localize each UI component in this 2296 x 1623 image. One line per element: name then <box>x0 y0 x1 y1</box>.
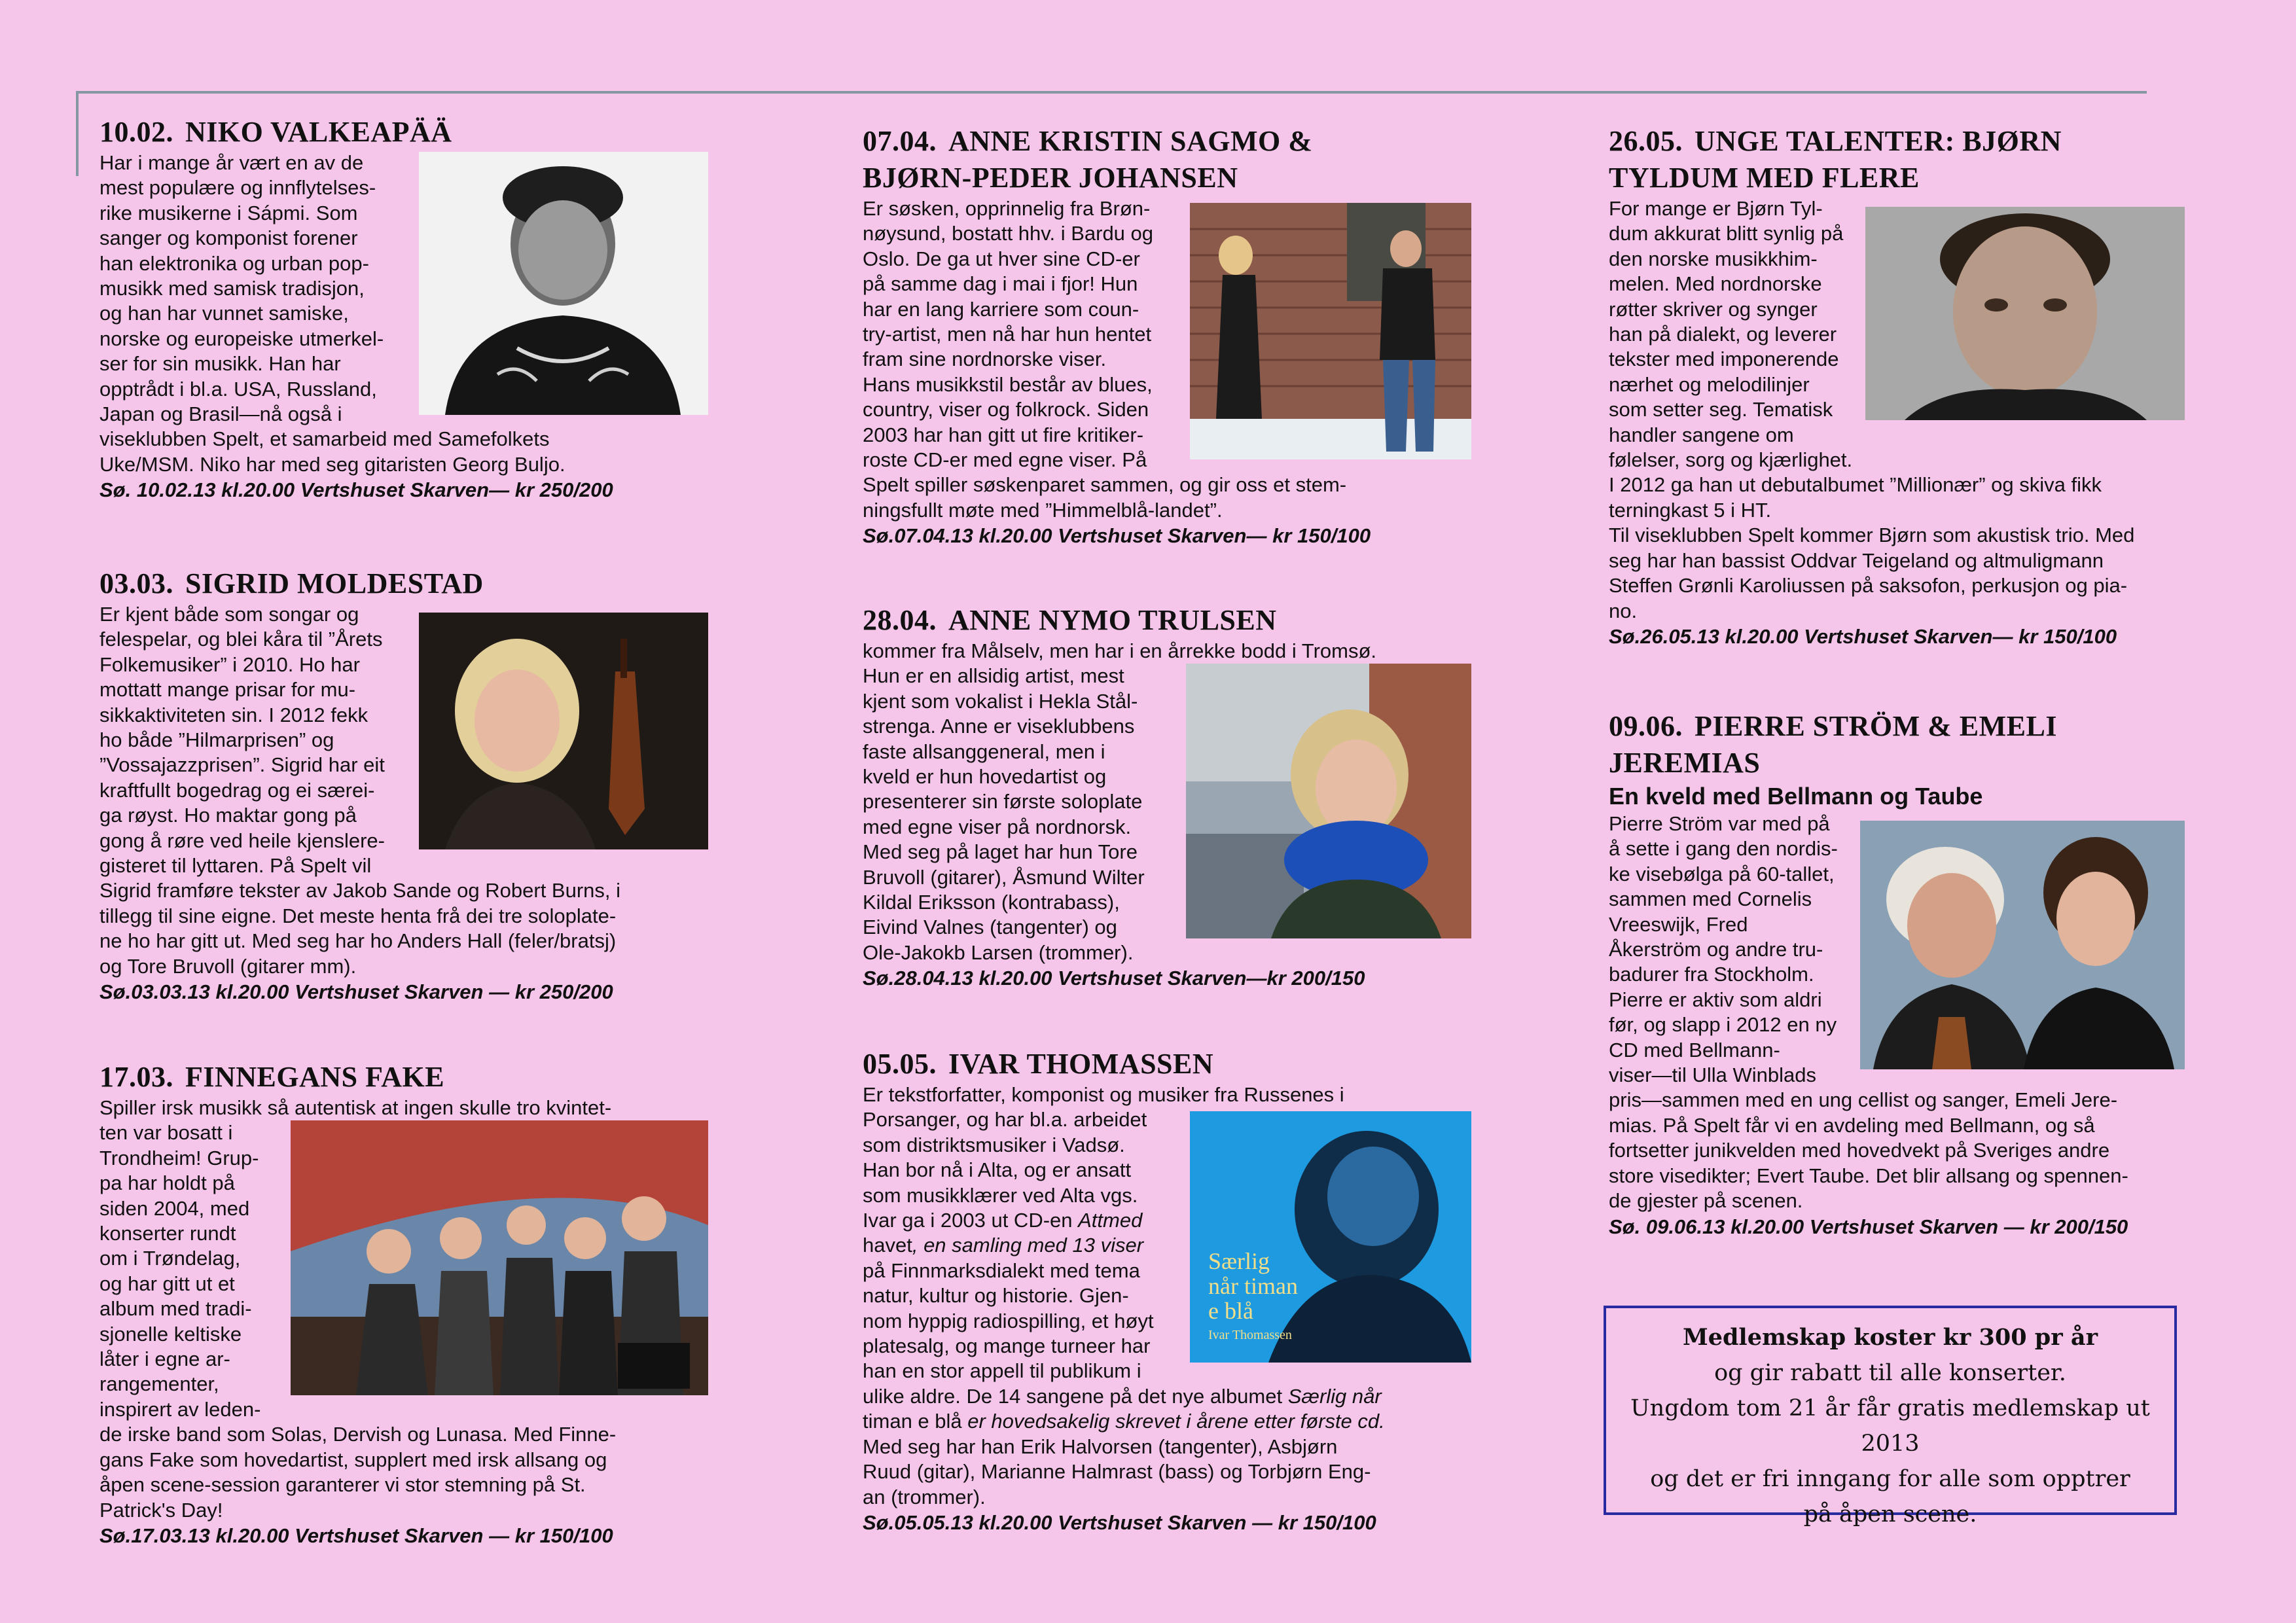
cd-title-line: Særlig <box>1208 1248 1270 1275</box>
event-date: 26.05. <box>1609 125 1683 157</box>
body-line: strenga. Anne er viseklubbens <box>863 715 1135 738</box>
body-line: nom hyppig radiospilling, et høyt <box>863 1309 1154 1332</box>
event-title: FINNEGANS FAKE <box>185 1061 445 1093</box>
event-title: SIGRID MOLDESTAD <box>185 567 484 599</box>
body-line: album med tradi- <box>99 1297 252 1321</box>
photo-sagmo-johansen <box>1190 203 1471 459</box>
event-heading <box>863 123 1471 196</box>
body-line: faste allsanggeneral, men i <box>863 740 1105 763</box>
event-info: Sø. 09.06.13 kl.20.00 Vertshuset Skarven — kr 200/150 <box>1609 1215 2128 1238</box>
body-line: natur, kultur og historie. Gjen- <box>863 1284 1129 1308</box>
membership-line: Medlemskap koster kr 300 pr år <box>1682 1324 2098 1351</box>
body-line: Med seg har han Erik Halvorsen (tangenter), Asbjørn <box>863 1435 1338 1458</box>
body-line: an (trommer). <box>863 1485 986 1508</box>
body-line: nøysund, bostatt hhv. i Bardu og <box>863 222 1154 245</box>
event-heading <box>99 565 708 602</box>
body-line: kveld er hun hovedartist og <box>863 765 1107 789</box>
body-line: norske og europeiske utmerkel- <box>99 327 384 350</box>
event-heading <box>1609 708 2185 781</box>
body-line: CD med Bellmann- <box>1609 1038 1780 1061</box>
event-sagmo-johansen <box>863 123 1471 549</box>
body-line: gong å røre ved heile kjenslere- <box>99 829 385 852</box>
event-sigrid-moldestad <box>99 565 708 1005</box>
body-line: timan e blå er hovedsakelig skrevet i årene etter første cd. <box>863 1410 1385 1433</box>
body-line: Har i mange år vært en av de <box>99 151 364 174</box>
event-date: 03.03. <box>99 567 173 599</box>
event-title-line2: TYLDUM MED FLERE <box>1609 162 1920 194</box>
body-line: Kildal Eriksson (kontrabass), <box>863 891 1120 914</box>
body-line: han på dialekt, og leverer <box>1609 323 1837 346</box>
event-bjorn-tyldum <box>1609 123 2185 650</box>
event-body <box>863 639 1471 664</box>
body-line: gans Fake som hovedartist, supplert med irsk allsang og <box>99 1448 607 1471</box>
body-line: Uke/MSM. Niko har med seg gitaristen Georg Buljo. <box>99 452 565 476</box>
body-line: sjonelle keltiske <box>99 1322 242 1346</box>
body-line: Ruud (gitar), Marianne Halmrast (bass) og Torbjørn Eng- <box>863 1460 1371 1484</box>
body-line: som setter seg. Tematisk <box>1609 398 1833 421</box>
body-line: med egne viser på nordnorsk. <box>863 815 1132 838</box>
event-info: Sø.03.03.13 kl.20.00 Vertshuset Skarven — kr 250/200 <box>99 980 613 1004</box>
body-line: gisteret til lyttaren. På Spelt vil <box>99 854 372 878</box>
body-line: sammen med Cornelis <box>1609 887 1812 911</box>
event-title: UNGE TALENTER: BJØRN <box>1695 125 2062 157</box>
event-anne-nymo-trulsen <box>863 602 1471 991</box>
photo-sigrid <box>419 613 708 849</box>
body-line: country, viser og folkrock. Siden <box>863 398 1149 421</box>
cd-cover-saerlig <box>1190 1111 1471 1363</box>
event-title: IVAR THOMASSEN <box>948 1048 1214 1080</box>
body-line: å sette i gang den nordis- <box>1609 837 1838 861</box>
body-line: felespelar, og blei kåra til ”Årets <box>99 628 383 651</box>
event-info: Sø. 10.02.13 kl.20.00 Vertshuset Skarven— kr 250/200 <box>99 478 613 502</box>
body-line: som musikklærer ved Alta vgs. <box>863 1183 1138 1207</box>
body-line: store visedikter; Evert Taube. Det blir allsang og spennen- <box>1609 1164 2128 1187</box>
event-title-line2: BJØRN-PEDER JOHANSEN <box>863 162 1238 194</box>
body-line: Eivind Valnes (tangenter) og <box>863 916 1117 939</box>
membership-line: på åpen scene. <box>1803 1501 1977 1527</box>
portrait-woman-fiddle-icon <box>419 613 708 849</box>
body-line: seg har han bassist Oddvar Teigeland og altmuligmann <box>1609 548 2104 572</box>
italic-title: , en samling med 13 viser <box>912 1234 1144 1257</box>
body-line: badurer fra Stockholm. <box>1609 963 1814 986</box>
body-line: Oslo. De ga ut hver sine CD-er <box>863 247 1140 270</box>
body-line: kjent som vokalist i Hekla Stål- <box>863 689 1138 713</box>
event-date: 28.04. <box>863 604 937 636</box>
event-heading <box>1609 123 2185 196</box>
body-line: har en lang karriere som coun- <box>863 297 1139 321</box>
body-line: åpen scene-session garanterer vi stor stemning på St. <box>99 1473 586 1497</box>
body-line: ho både ”Hilmarprisen” og <box>99 728 334 752</box>
body-line: Er søsken, opprinnelig fra Brøn- <box>863 197 1151 220</box>
young-man-portrait-icon <box>1865 207 2185 420</box>
body-line: om i Trøndelag, <box>99 1247 241 1270</box>
portrait-man-bw-icon <box>419 152 708 415</box>
body-line: viser—til Ulla Winblads <box>1609 1063 1816 1087</box>
body-line: viseklubben Spelt, et samarbeid med Samefolkets <box>99 427 550 451</box>
body-line: pa har holdt på <box>99 1171 235 1195</box>
event-heading <box>863 1046 1471 1082</box>
body-line: mias. På Spelt får vi en avdeling med Bellmann, og så <box>1609 1113 2095 1137</box>
body-line: konserter rundt <box>99 1222 236 1245</box>
body-line: Bruvoll (gitarer), Åsmund Wilter <box>863 865 1145 889</box>
body-line: Hun er en allsidig artist, mest <box>863 664 1124 688</box>
body-line: Pierre er aktiv som aldri <box>1609 988 1822 1011</box>
body-line: Sigrid framføre tekster av Jakob Sande og Robert Burns, i <box>99 879 621 902</box>
body-line: pris—sammen med en ung cellist og sanger, Emeli Jere- <box>1609 1088 2118 1112</box>
photo-finnegans <box>291 1120 708 1395</box>
body-line: ne ho har gitt ut. Med seg har ho Anders Hall (feler/bratsj) <box>99 929 617 953</box>
body-line: Ole-Jakokb Larsen (trommer). <box>863 940 1134 964</box>
body-line: røtter skriver og synger <box>1609 297 1818 321</box>
event-strom-jeremias <box>1609 708 2185 1240</box>
body-line: følelser, sorg og kjærlighet. <box>1609 448 1853 472</box>
body-line: som distriktsmusiker i Vadsø. <box>863 1133 1125 1156</box>
body-line: før, og slapp i 2012 en ny <box>1609 1013 1837 1037</box>
body-line: Til viseklubben Spelt kommer Bjørn som akustisk trio. Med <box>1609 524 2135 547</box>
body-line: ningsfullt møte med ”Himmelblå-landet”. <box>863 498 1223 522</box>
body-line: ”Vossajazzprisen”. Sigrid har eit <box>99 753 385 777</box>
event-body <box>99 1096 708 1120</box>
woman-blue-scarf-icon <box>1186 664 1471 938</box>
body-line: Er tekstforfatter, komponist og musiker fra Russenes i <box>863 1083 1344 1106</box>
band-on-boat-icon <box>291 1120 708 1395</box>
body-line: rike musikerne i Sápmi. Som <box>99 201 358 224</box>
body-line: roste CD-er med egne viser. På <box>863 448 1147 472</box>
photo-niko <box>419 152 708 415</box>
event-date: 10.02. <box>99 116 173 148</box>
body-line: Ivar ga i 2003 ut CD-en Attmed <box>863 1209 1143 1232</box>
event-title: PIERRE STRÖM & EMELI JEREMIAS <box>1609 710 2057 779</box>
body-line: Med seg på laget har hun Tore <box>863 840 1138 864</box>
body-line: handler sangene om <box>1609 423 1794 446</box>
body-line: Trondheim! Grup- <box>99 1146 259 1169</box>
cd-title-line: e blå <box>1208 1298 1253 1325</box>
event-info: Sø.05.05.13 kl.20.00 Vertshuset Skarven — kr 150/100 <box>863 1510 1376 1534</box>
body-line: ke visebølga på 60-tallet, <box>1609 862 1835 885</box>
cd-title <box>1208 1249 1298 1323</box>
event-title: NIKO VALKEAPÄÄ <box>185 116 452 148</box>
body-line: inspirert av leden- <box>99 1397 261 1421</box>
body-line: sikkaktiviteten sin. I 2012 fekk <box>99 703 368 726</box>
event-finnegans-fake <box>99 1059 708 1549</box>
side-rule <box>76 91 79 176</box>
body-line: låter i egne ar- <box>99 1347 230 1371</box>
body-line: på samme dag i mai i fjor! Hun <box>863 272 1138 296</box>
body-line: tekster med imponerende <box>1609 348 1839 371</box>
event-heading <box>863 602 1471 639</box>
event-subtitle: En kveld med Bellmann og Taube <box>1609 783 1983 810</box>
body-line: rangementer, <box>99 1372 219 1396</box>
italic-title: er hovedsakelig skrevet i årene etter første cd. <box>961 1410 1385 1433</box>
body-line: dum akkurat blitt synlig på <box>1609 222 1844 245</box>
body-line: Hans musikkstil består av blues, <box>863 372 1153 396</box>
membership-line: og gir rabatt til alle konserter. <box>1714 1360 2066 1386</box>
body-line: ulike aldre. De 14 sangene på det nye albumet Særlig når <box>863 1384 1382 1408</box>
body-line: kraftfullt bogedrag og ei særei- <box>99 778 375 802</box>
event-info: Sø.07.04.13 kl.20.00 Vertshuset Skarven— kr 150/100 <box>863 524 1371 548</box>
siblings-brick-wall-icon <box>1190 203 1471 459</box>
body-line: Steffen Grønli Karoliussen på saksofon, perkusjon og pia- <box>1609 574 2128 597</box>
body-line: havet, en samling med 13 viser <box>863 1234 1144 1257</box>
top-rule <box>77 91 2147 94</box>
body-line: ten var bosatt i <box>99 1121 233 1145</box>
body-line: de gjester på scenen. <box>1609 1189 1803 1213</box>
body-line: Japan og Brasil—nå også i <box>99 402 342 426</box>
event-title: ANNE KRISTIN SAGMO & <box>948 125 1313 157</box>
body-line: sanger og komponist forener <box>99 226 358 250</box>
body-line: han elektronika og urban pop- <box>99 251 369 275</box>
event-info: Sø.28.04.13 kl.20.00 Vertshuset Skarven—kr 200/150 <box>863 967 1365 990</box>
body-line: Patrick's Day! <box>99 1498 223 1522</box>
body-line: Vreeswijk, Fred <box>1609 912 1748 936</box>
photo-anne-nymo <box>1186 664 1471 938</box>
membership-line: Ungdom tom 21 år får gratis medlemskap ut 2013 <box>1630 1395 2150 1457</box>
event-body <box>863 1082 1471 1107</box>
body-line: 2003 har han gitt ut fire kritiker- <box>863 423 1144 446</box>
body-line: terningkast 5 i HT. <box>1609 498 1772 522</box>
duo-portrait-icon <box>1860 821 2185 1069</box>
body-line: kommer fra Målselv, men har i en årrekke bodd i Tromsø. <box>863 639 1377 662</box>
body-line: musikk med samisk tradisjon, <box>99 277 365 300</box>
body-line: siden 2004, med <box>99 1196 250 1220</box>
body-line: Spelt spiller søskenparet sammen, og gir oss et stem- <box>863 473 1347 497</box>
body-line: på Finnmarksdialekt med tema <box>863 1258 1140 1282</box>
event-heading <box>99 114 708 151</box>
photo-bjorn-tyldum <box>1865 207 2185 420</box>
body-line: Er kjent både som songar og <box>99 603 359 626</box>
body-line: no. <box>1609 599 1638 622</box>
event-niko-valkeapaa <box>99 114 708 503</box>
body-line: melen. Med nordnorske <box>1609 272 1822 296</box>
photo-strom-jeremias <box>1860 821 2185 1069</box>
body-line: presenterer sin første soloplate <box>863 790 1143 813</box>
body-line: han en stor appell til publikum i <box>863 1359 1141 1383</box>
event-date: 17.03. <box>99 1061 173 1093</box>
body-line: Porsanger, og har bl.a. arbeidet <box>863 1108 1147 1132</box>
body-line: og har gitt ut et <box>99 1272 235 1295</box>
membership-line: og det er fri inngang for alle som opptrer <box>1650 1466 2130 1492</box>
event-date: 05.05. <box>863 1048 937 1080</box>
body-line: mottatt mange prisar for mu- <box>99 678 356 702</box>
body-line: mest populære og innflytelses- <box>99 176 376 200</box>
event-date: 07.04. <box>863 125 937 157</box>
body-line: og han har vunnet samiske, <box>99 302 349 325</box>
event-info: Sø.17.03.13 kl.20.00 Vertshuset Skarven — kr 150/100 <box>99 1524 613 1547</box>
italic-title: Attmed <box>1078 1209 1143 1232</box>
cd-author: Ivar Thomassen <box>1208 1328 1292 1343</box>
membership-box <box>1604 1306 2177 1527</box>
body-line: opptrådt i bl.a. USA, Russland, <box>99 377 377 401</box>
body-line: ga røyst. Ho maktar gong på <box>99 804 357 827</box>
body-line: Spiller irsk musikk så autentisk at ingen skulle tro kvintet- <box>99 1096 612 1119</box>
body-line: fortsetter junikvelden med hovedvekt på Sveriges andre <box>1609 1139 2110 1162</box>
cd-cover-icon <box>1190 1111 1471 1363</box>
body-line: Pierre Ström var med på <box>1609 812 1830 835</box>
body-line: tillegg til sine eigne. Det meste henta frå dei tre soloplate- <box>99 904 617 927</box>
event-ivar-thomassen <box>863 1046 1471 1536</box>
body-line: nærhet og melodilinjer <box>1609 372 1810 396</box>
body-line: try-artist, men nå har hun hentet <box>863 323 1152 346</box>
body-line: I 2012 ga han ut debutalbumet ”Millionær” og skiva fikk <box>1609 473 2102 497</box>
body-line: de irske band som Solas, Dervish og Lunasa. Med Finne- <box>99 1423 617 1446</box>
body-line: Han bor nå i Alta, og er ansatt <box>863 1158 1132 1182</box>
cd-title-line: når timan <box>1208 1273 1298 1300</box>
body-line: For mange er Bjørn Tyl- <box>1609 197 1823 220</box>
body-line: Åkerström og andre tru- <box>1609 938 1823 961</box>
event-date: 09.06. <box>1609 710 1683 742</box>
event-title: ANNE NYMO TRULSEN <box>948 604 1277 636</box>
body-line: fram sine nordnorske viser. <box>863 348 1107 371</box>
body-line: ser for sin musikk. Han har <box>99 352 341 376</box>
italic-title: Særlig når <box>1287 1384 1382 1408</box>
body-line: og Tore Bruvoll (gitarer mm). <box>99 954 357 978</box>
event-info: Sø.26.05.13 kl.20.00 Vertshuset Skarven— kr 150/100 <box>1609 624 2117 648</box>
body-line: Folkemusiker” i 2010. Ho har <box>99 652 360 676</box>
body-line: den norske musikkhim- <box>1609 247 1818 270</box>
body-line: platesalg, og mange turneer har <box>863 1334 1151 1358</box>
event-heading <box>99 1059 708 1096</box>
